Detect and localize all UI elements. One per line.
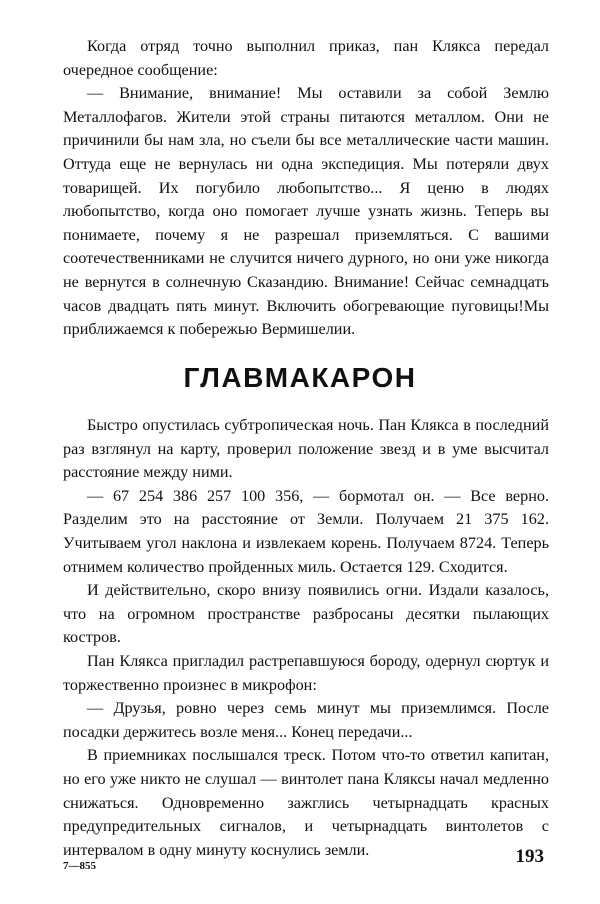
text-block-bottom bbox=[63, 414, 549, 862]
page-number: 193 bbox=[515, 846, 544, 867]
paragraph: Когда отряд точно выполнил приказ, пан Клякса передал очередное сообщение: bbox=[63, 37, 549, 79]
paragraph: Быстро опустилась субтропическая ночь. Пан Клякса в последний раз взглянул на карту, проверил положение звезд и в уме высчитал расстояние между ними. bbox=[63, 416, 549, 482]
paragraph: — Внимание, внимание! Мы оставили за собой Землю Металлофагов. Жители этой страны питаются металлом. Они не причинили бы нам зла, но съели бы все металлические части машин. Оттуда еще не вернулась ни одна экспедиция. Мы потеряли двух товарищей. Их погубило любопытство... Я ценю в людях любопытство, когда оно помогает лучше узнать жизнь. Теперь вы понимаете, почему я не разрешал приземляться. С вашими соотечественниками не случится ничего дурного, но они уже никогда не вернутся в солнечную Сказандию. Внимание! Сейчас семнадцать часов двадцать пять минут. Включить обогревающие пуговицы!Мы приближаемся к побережью Вермишелии. bbox=[63, 84, 549, 339]
paragraph: Пан Клякса пригладил растрепавшуюся бороду, одернул сюртук и торжественно произнес в микрофон: bbox=[63, 651, 549, 694]
paragraph: — Друзья, ровно через семь минут мы приземлимся. После посадки держитесь возле меня... Конец передачи... bbox=[63, 699, 549, 741]
chapter-title: ГЛАВМАКАРОН bbox=[183, 362, 417, 393]
paragraph: В приемниках послышался треск. Потом что-то ответил капитан, но его уже никто не слушал — винтолет пана Кляксы начал медленно снижаться. Одновременно зажглись четырнадцать красных предупредительных сигналов, и четырнадцать винтолетов с интервалом в одну минуту коснулись земли. bbox=[63, 746, 549, 859]
paragraph: И действительно, скоро внизу появились огни. Издали казалось, что на огромном пространстве разбросаны десятки пылающих костров. bbox=[63, 581, 549, 647]
paragraph: — 67 254 386 257 100 356, — бормотал он. — Все верно. Разделим это на расстояние от Земли. Получаем 21 375 162. Учитываем угол наклона и извлекаем корень. Получаем 8724. Теперь отнимем количество пройденных миль. Остается 129. Сходится. bbox=[63, 486, 549, 576]
printer-signature: 7—855 bbox=[63, 860, 96, 872]
text-block-top bbox=[63, 35, 549, 342]
